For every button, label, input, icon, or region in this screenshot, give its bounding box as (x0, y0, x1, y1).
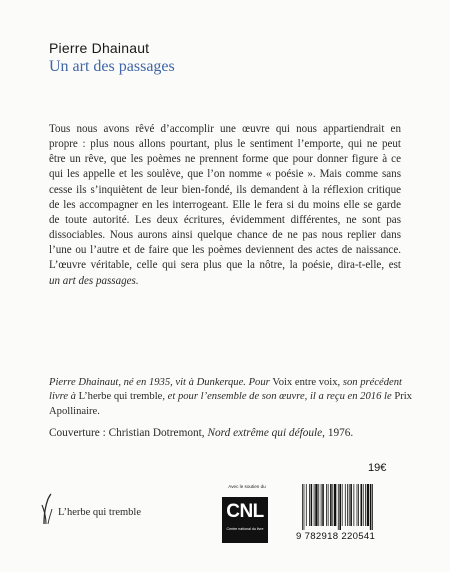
barcode-bar (322, 484, 324, 526)
publisher-name: L’herbe qui tremble (58, 507, 142, 518)
barcode-bars (302, 484, 402, 530)
cnl-subtitle: Centre national du livre (226, 527, 264, 531)
back-cover-blurb (49, 122, 401, 289)
barcode-bar (315, 484, 317, 526)
blurb-line: de toute autorité. Les deux écritures, évidemment différentes, ne sont pas (49, 213, 401, 226)
barcode-bar (326, 484, 327, 526)
barcode-bar (370, 484, 372, 530)
barcode-bar (311, 484, 313, 526)
grass-blade-icon (40, 493, 54, 525)
barcode-bar (345, 484, 346, 526)
bio-line: livre à L’herbe qui tremble, et pour l’ensemble de son œuvre, il a reçu en 2016 le Prix (49, 391, 412, 403)
bio-line: Apollinaire. (49, 405, 100, 417)
barcode-bar (372, 484, 373, 530)
blurb-line: l’une ou l’autre et de faire que les poèmes deviennent des actes de naissance. (49, 244, 401, 257)
blurb-line: être un rêve, que les poèmes ne prennent forme que pour donner figure à ce (49, 153, 401, 166)
barcode-bar (328, 484, 329, 526)
blurb-line: dissociables. Nous aurons ainsi quelque chance de ne pas nous replier dans (49, 229, 401, 242)
book-title: Un art des passages (49, 58, 175, 75)
cnl-box (222, 497, 268, 543)
barcode-bar (342, 484, 343, 526)
cnl-caption: Avec le soutien du (228, 484, 266, 489)
barcode-bar (353, 484, 354, 526)
publisher-logo (40, 489, 150, 529)
blurb-line: L’œuvre véritable, celle qui sera plus que la nôtre, la poésie, dira-t-elle, est (49, 259, 401, 272)
barcode-bar (330, 484, 332, 526)
barcode (296, 484, 406, 542)
barcode-bar (358, 484, 359, 526)
blurb-line: cesse ils s’inquiètent de leur bien-fondé, ils demandent à la réflexion critique (49, 183, 401, 196)
isbn-number: 9 782918 220541 (296, 531, 376, 542)
barcode-bar (361, 484, 363, 526)
blurb-line: Tous nous avons rêvé d’accomplir une œuvre qui nous appartiendrait en (49, 123, 401, 135)
author-bio (49, 376, 412, 419)
author-name: Pierre Dhainaut (49, 40, 150, 56)
blurb-line: qui les appelle et les soulève, que l’on nomme « poésie ». Mais comme sans (49, 168, 401, 181)
cnl-logo (218, 484, 276, 544)
blurb-line: propre : plus nous allons pourtant, plus le sentiment l’emporte, qui ne peut (49, 138, 401, 151)
barcode-bar (367, 484, 369, 526)
barcode-bar (321, 484, 322, 526)
barcode-bar (309, 484, 310, 526)
barcode-bar (318, 484, 319, 526)
barcode-bar (304, 484, 305, 530)
blurb-line-last: un art des passages. (49, 274, 139, 287)
price: 19€ (368, 462, 387, 474)
barcode-bar (314, 484, 315, 526)
blurb-line: de les accompagner en les interrogeant. Elle le fera si du moins elle se garde (49, 198, 401, 211)
barcode-bar (332, 484, 333, 526)
bio-line: Pierre Dhainaut, né en 1935, vit à Dunkerque. Pour Voix entre voix, son précédent (49, 377, 402, 388)
barcode-bar (365, 484, 366, 526)
barcode-bar (339, 484, 341, 530)
barcode-bar (347, 484, 348, 526)
barcode-bar (350, 484, 352, 526)
barcode-bar (338, 484, 339, 530)
barcode-bar (302, 484, 303, 530)
barcode-bar (363, 484, 364, 526)
barcode-bar (306, 484, 307, 526)
barcode-bar (357, 484, 358, 526)
cnl-logo-text: CNL (226, 501, 264, 522)
barcode-bar (334, 484, 336, 526)
barcode-bar (349, 484, 350, 526)
cover-credit: Couverture : Christian Dotremont, Nord extrême qui défoule, 1976. (49, 427, 354, 439)
